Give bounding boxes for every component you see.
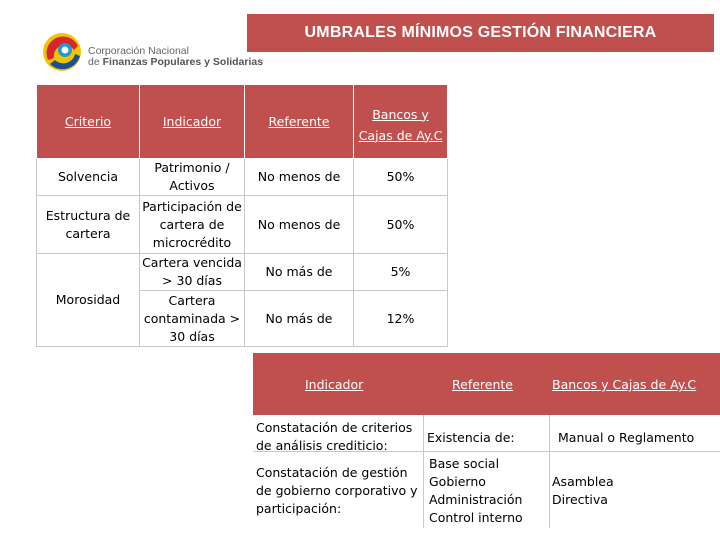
logo-line-2-prefix: de <box>88 56 103 68</box>
cell-criterio: Estructura de cartera <box>37 196 140 254</box>
cell-indicador: Constatación de gestión de gobierno corporativo y participación: <box>256 465 418 516</box>
cell-valor: 5% <box>354 254 448 291</box>
column-divider <box>549 415 550 528</box>
header-indicador: Indicador <box>305 377 364 392</box>
cell-valor: 50% <box>354 159 448 196</box>
thresholds-table-header <box>37 85 448 159</box>
cell-valor: Asamblea Directiva <box>552 474 614 507</box>
cell-referente: No más de <box>245 291 354 347</box>
cell-referente: No menos de <box>245 196 354 254</box>
logo-line-2-bold: Finanzas Populares y Solidarias <box>102 56 264 68</box>
table-row <box>37 196 448 254</box>
cell-indicador: Patrimonio / Activos <box>140 159 245 196</box>
cell-referente: Existencia de: <box>427 430 515 445</box>
cell-indicador: Cartera contaminada > 30 días <box>140 291 245 347</box>
cell-valor: 50% <box>354 196 448 254</box>
title-banner <box>247 14 714 52</box>
cell-referente: No menos de <box>245 159 354 196</box>
cell-indicador: Cartera vencida > 30 días <box>140 254 245 291</box>
header-referente: Referente <box>452 377 513 392</box>
thresholds-table <box>36 84 448 347</box>
header-bancos-cajas: Bancos y Cajas de Ay.C <box>552 377 697 392</box>
table-row <box>37 159 448 196</box>
logo-line-2 <box>88 57 263 68</box>
logo-line-1: Corporación Nacional <box>88 45 189 57</box>
cell-referente: Base social Gobierno Administración Control interno <box>429 456 523 525</box>
governance-table <box>253 353 720 528</box>
cell-criterio: Morosidad <box>37 254 140 347</box>
cell-indicador: Constatación de criterios de análisis crediticio: <box>256 420 413 453</box>
cell-referente: No más de <box>245 254 354 291</box>
logo-text <box>88 46 263 68</box>
cell-valor: 12% <box>354 291 448 347</box>
header-indicador: Indicador <box>140 85 245 159</box>
header-bancos-cajas: Bancos y Cajas de Ay.C <box>354 85 448 159</box>
cell-indicador: Participación de cartera de microcrédito <box>140 196 245 254</box>
cell-criterio: Solvencia <box>37 159 140 196</box>
table-row <box>37 254 448 291</box>
header-criterio: Criterio <box>37 85 140 159</box>
header-referente: Referente <box>245 85 354 159</box>
column-divider <box>423 415 424 528</box>
cell-valor: Manual o Reglamento <box>558 430 695 445</box>
page-title: UMBRALES MÍNIMOS GESTIÓN FINANCIERA <box>304 24 657 41</box>
